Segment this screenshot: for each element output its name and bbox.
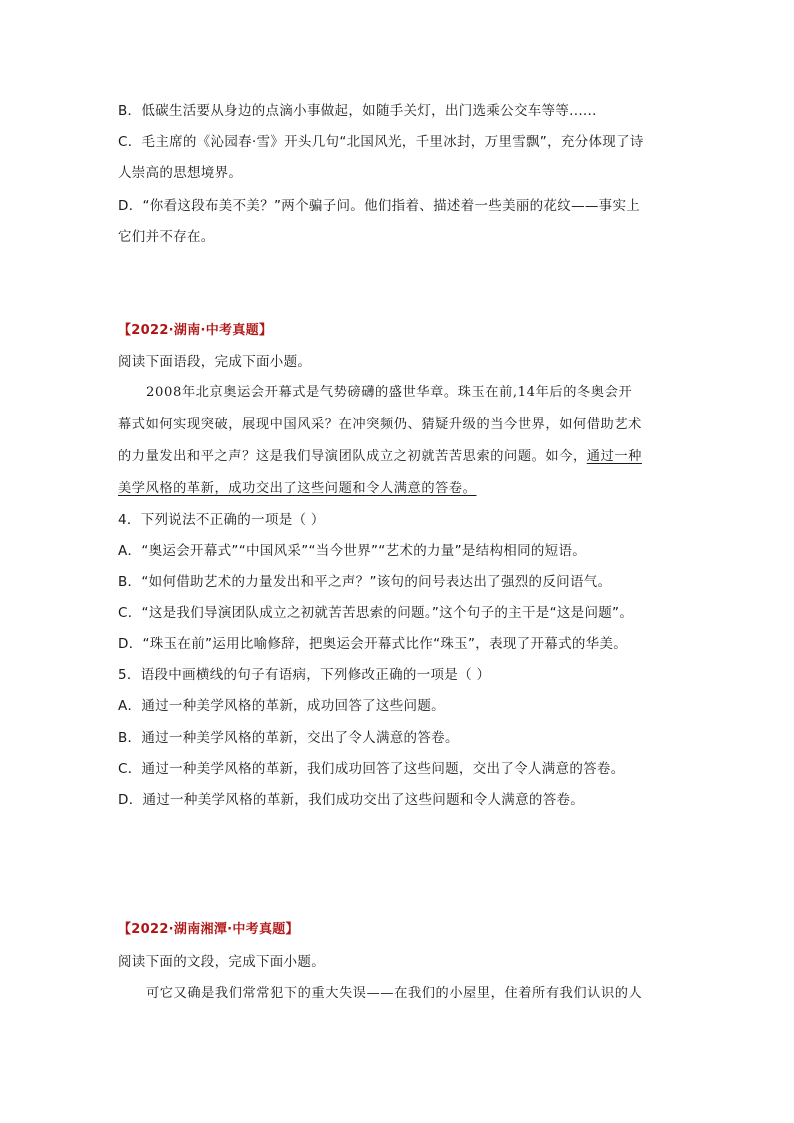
option-b: B．低碳生活要从身边的点滴小事做起，如随手关灯，出门选乘公交车等等......	[118, 103, 597, 119]
option-c-line-2: 人崇高的思想境界。	[118, 165, 243, 181]
source-tag-xiangtan: 【2022·湖南湘潭·中考真题】	[118, 922, 299, 937]
question-4-option-a: A．“奥运会开幕式”“中国风采”“当今世界”“艺术的力量”是结构相同的短语。	[118, 543, 587, 559]
passage-line-3-plain: 的力量发出和平之声？这是我们导演团队成立之初就苦苦思索的问题。如今，	[118, 449, 587, 464]
question-5-option-c: C．通过一种美学风格的革新，我们成功回答了这些问题，交出了令人满意的答卷。	[118, 761, 625, 777]
passage-xiangtan-line-1: 可它又确是我们常常犯下的重大失误——在我们的小屋里，住着所有我们认识的人	[146, 986, 643, 1001]
question-5-stem: 5．语段中画横线的句子有语病，下列修改正确的一项是（ ）	[118, 667, 491, 683]
passage-line-3	[118, 447, 642, 467]
source-tag-hunan: 【2022·湖南·中考真题】	[118, 323, 273, 338]
instruction-xiangtan: 阅读下面的文段，完成下面小题。	[118, 954, 325, 970]
underlined-sentence-end: 美学风格的革新，成功交出了这些问题和令人满意的答卷。	[118, 481, 477, 496]
question-4-option-c: C．“这是我们导演团队成立之初就苦苦思索的问题。”这个句子的主干是“这是问题”。	[118, 605, 634, 621]
question-4-stem: 4．下列说法不正确的一项是（ ）	[118, 512, 325, 528]
question-5-option-d: D．通过一种美学风格的革新，我们成功交出了这些问题和令人满意的答卷。	[118, 792, 585, 808]
option-d-line-2: 它们并不存在。	[118, 229, 215, 245]
underlined-sentence-start: 通过一种	[586, 449, 642, 464]
question-5-option-b: B．通过一种美学风格的革新，交出了令人满意的答卷。	[118, 730, 459, 746]
question-4-option-b: B．“如何借助艺术的力量发出和平之声？”该句的问号表达出了强烈的反问语气。	[118, 574, 612, 590]
question-4-option-d: D．“珠玉在前”运用比喻修辞，把奥运会开幕式比作“珠玉”，表现了开幕式的华美。	[118, 636, 628, 652]
passage-line-2: 幕式如何实现突破，展现中国风采？在冲突频仍、猜疑升级的当今世界，如何借助艺术	[118, 417, 642, 432]
passage-line-1: 2008年北京奥运会开幕式是气势磅礴的盛世华章。珠玉在前,14年后的冬奥会开	[146, 385, 633, 400]
option-d-line-1: D．“你看这段布美不美？”两个骗子问。他们指着、描述着一些美丽的花纹——事实上	[118, 198, 641, 214]
option-c-line-1: C．毛主席的《沁园春·雪》开头几句“北国风光，千里冰封，万里雪飘”，充分体现了诗	[118, 134, 644, 150]
instruction-hunan: 阅读下面语段，完成下面小题。	[118, 354, 312, 370]
question-5-option-a: A．通过一种美学风格的革新，成功回答了这些问题。	[118, 698, 445, 714]
